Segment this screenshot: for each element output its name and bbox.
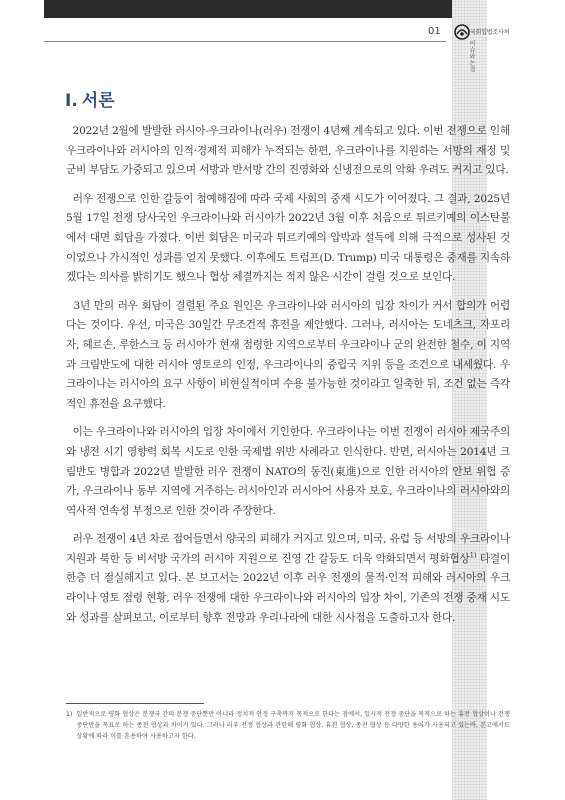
section-title-text: 서론 [81,91,115,111]
body-text [66,122,510,637]
footnote-text: 일반적으로 평화 협상은 분쟁국 간의 분쟁 중단뿐만 아니라 정치적 안정 구축까지 목적으로 한다는 점에서, 일시적 전쟁 중단을 목적으로 하는 휴전 협상이나 전쟁 중단만을 목표로 하는 종전 협상과 차이가 있다. 그러나 러우 전쟁 협상과 관련해 평화 협상, 휴전 협상, 종전 협상 등 다양한 용어가 사용되고 있는바, 본고에서도 상황에 따라 이를 혼용하여 사용하고자 한다. [76,711,510,740]
paragraph: 러우 전쟁으로 인한 갈등이 첨예해짐에 따라 국제 사회의 중재 시도가 이어졌다. 그 결과, 2025년 5월 17일 전쟁 당사국인 우크라이나와 러시아가 2022년 3월 이후 처음으로 튀르키예의 이스탄불에서 대면 회담을 가졌다. 이번 회담은 미국과 튀르키예의 압박과 설득에 의해 극적으로 성사된 것이었으나 가시적인 성과를 얻지 못했다. 이후에도 트럼프(D. Trump) 미국 대통령은 중재를 지속하겠다는 의사를 밝히기도 했으나 협상 체결까지는 적지 않은 시간이 걸릴 것으로 보인다. [66,192,510,284]
footnote-number: 1) [66,711,73,718]
nars-logo-icon [454,24,470,40]
org-name: 국회입법조사처 [470,29,510,36]
paragraph: 2022년 2월에 발발한 러시아-우크라이나(러우) 전쟁이 4년째 계속되고 있다. 이번 전쟁으로 인해 우크라이나와 러시아의 인적·경제적 피해가 누적되는 한편, 우크라이나를 지원하는 서방의 재정 및 군비 부담도 가중되고 있으며 서방과 반서방 간의 진영화와 신냉전으로의 악화 우려도 커지고 있다. [66,125,510,177]
footnote-rule [66,703,204,704]
header-bar [44,0,452,18]
paragraph: 3년 만의 러우 회담이 결렬된 주요 원인은 우크라이나와 러시아의 입장 차이가 커서 합의가 어렵다는 것이다. 우선, 미국은 30일간 무조건적 휴전을 제안했다. 그러나, 러시아는 도네츠크, 자포리자, 헤르손, 루한스크 등 러시아가 현재 점령한 지역으로부터 우크라이나 군의 완전한 철수, 이 지역과 크림반도에 대한 러시아 영토로의 인정, 우크라이나의 중립국 지위 등을 조건으로 내세웠다. 우크라이나는 러시아의 요구 사항이 비현실적이며 수용 불가능한 것이라고 일축한 뒤, 조건 없는 즉각적인 휴전을 요구했다. [66,299,510,410]
footnote [66,709,510,742]
page-number: 01 [428,26,441,37]
paragraph: 이는 우크라이나와 러시아의 입장 차이에서 기인한다. 우크라이나는 이번 전쟁이 러시아 제국주의와 냉전 시기 영향력 회복 시도로 인한 국제법 위반 사례라고 인식한다. 반면, 러시아는 2014년 크림반도 병합과 2022년 발발한 러우 전쟁이 NATO의 동진(東進)으로 인한 러시아의 안보 위협 증가, 우크라이나 동부 지역에 거주하는 러시아인과 러시아어 사용자 보호, 우크라이나의 러시아와의 역사적 연속성 부정으로 인한 것이라 주장한다. [66,426,510,517]
series-label: 이슈와논점 [468,40,475,73]
section-numeral: Ⅰ. [65,91,78,111]
header-rule [44,41,446,42]
section-title [65,86,115,111]
footnote-ref[interactable]: 1) [469,551,477,560]
paragraph: 러우 전쟁이 4년 차로 접어들면서 양국의 피해가 커지고 있으며, 미국, 유럽 등 서방의 우크라이나 지원과 북한 등 비서방 국가의 러시아 지원으로 진영 간 갈등도 더욱 악화되면서 평화협상$^{1)}$ 타결이 한층 더 절실해지고 있다. 본 보고서는 2022년 이후 러우 전쟁의 물적·인적 피해와 러시아의 우크라이나 영토 점령 현황, 러우 전쟁에 대한 우크라이나와 러시아의 입장 차이, 기존의 전쟁 중재 시도와 성과를 살펴보고, 이로부터 향후 전망과 우리나라에 대한 시사점을 도출하고자 한다. [66,533,510,624]
